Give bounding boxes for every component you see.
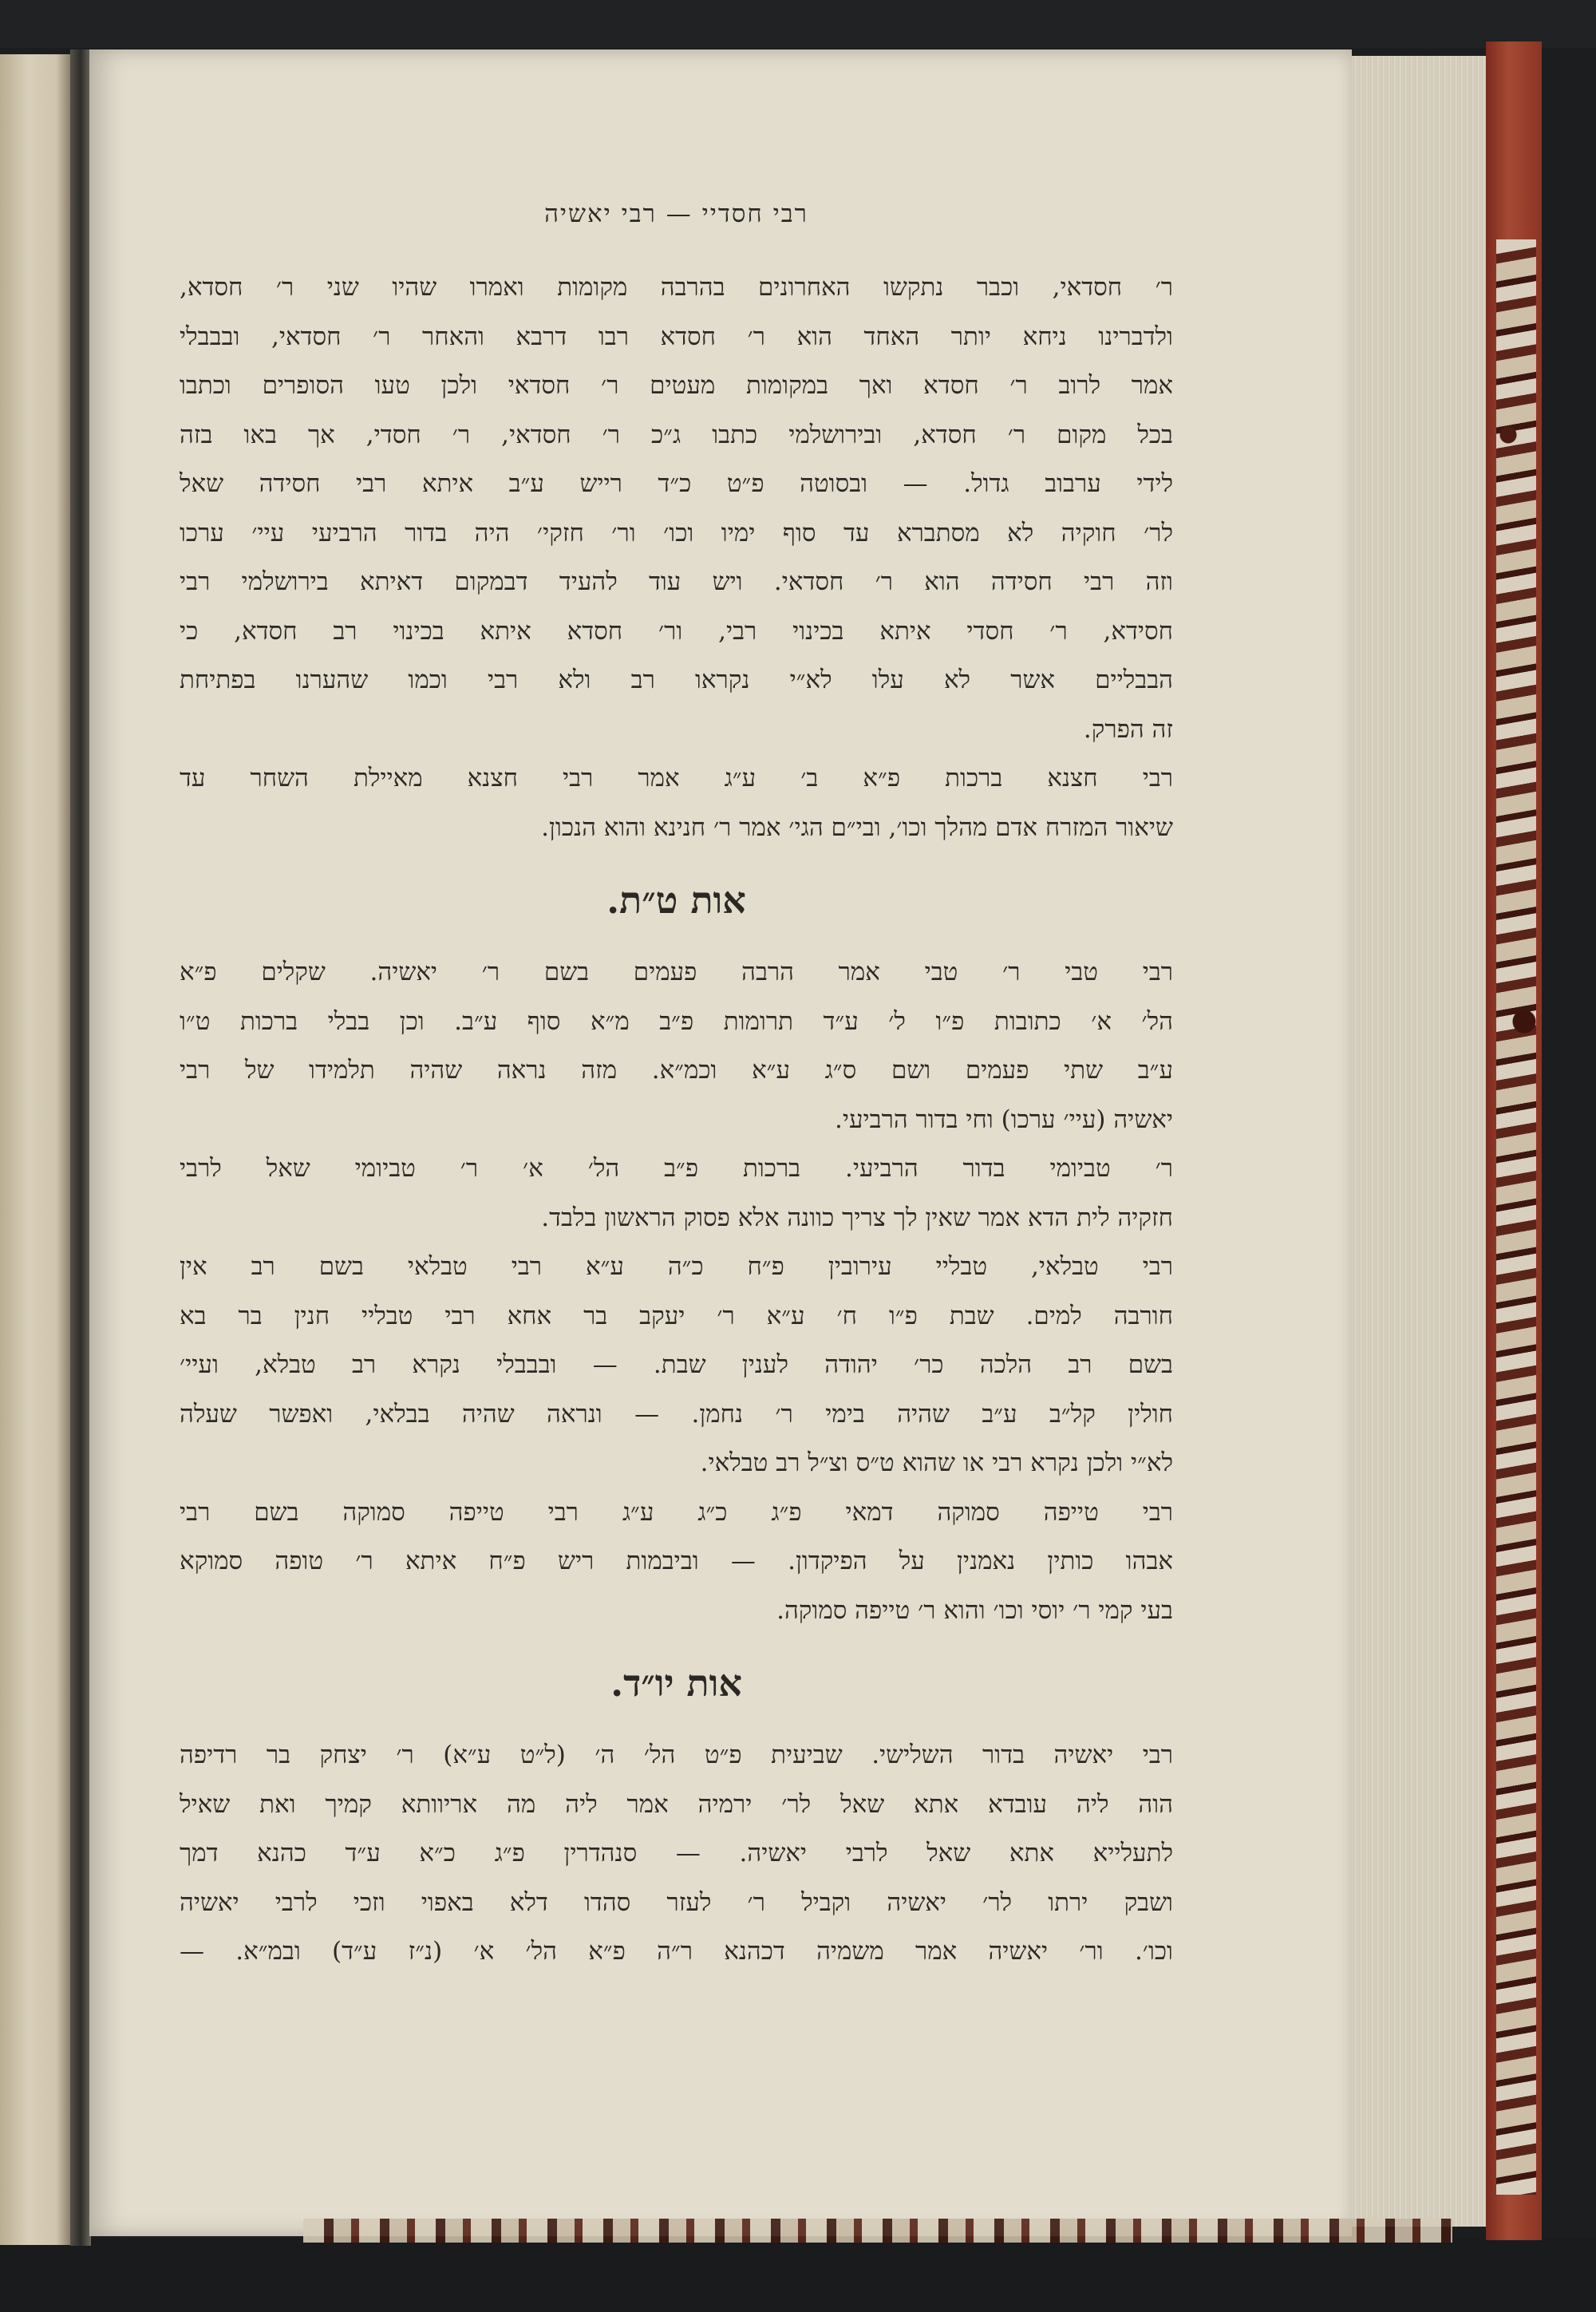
text-line: רבי יאשיה בדור השלישי. שביעית פ״ט הל׳ ה׳ (ל״ט ע״א) ר׳ יצחק בר רדיפה xyxy=(180,1741,1173,1769)
section-heading-tet: אות ט״ת. xyxy=(606,879,746,922)
text-line: ר׳ טביומי בדור הרביעי. ברכות פ״ב הל׳ א׳ ר׳ טביומי שאל לרבי xyxy=(180,1154,1173,1183)
text-line: וזה רבי חסידה הוא ר׳ חסדאי. ויש עוד להעיד דבמקום דאיתא בירושלמי רבי xyxy=(180,567,1173,596)
text-line: ולדברינו ניחא יותר האחד הוא ר׳ חסדא רבו דרבא והאחר ר׳ חסדאי, ובבבלי xyxy=(180,322,1173,351)
section-heading-yod: אות יו״ד. xyxy=(610,1662,742,1705)
text-line: בשם רב הלכה כר׳ יהודה לענין שבת. — ובבבלי נקרא רב טבלא, ועיי׳ xyxy=(180,1350,1173,1379)
text-line: שיאור המזרח אדם מהלך וכו׳, ובי״ם הגי׳ אמר ר׳ חנינא והוא הנכון. xyxy=(541,812,1173,842)
text-line: הוה ליה עובדא אתא שאל לר׳ ירמיה אמר ליה מה אריוותא קמיך ואת שאיל xyxy=(180,1789,1173,1819)
entry-yoshiya xyxy=(180,1731,1173,1977)
entry-hisdai-continued xyxy=(180,263,1173,754)
text-line: ר׳ חסדאי, וכבר נתקשו האחרונים בהרבה מקומות ואמרו שהיו שני ר׳ חסדא, xyxy=(180,273,1173,302)
text-line: חורבה למים. שבת פ״ו ח׳ ע״א ר׳ יעקב בר אחא רבי טבליי חנין בר בא xyxy=(180,1301,1173,1330)
entry-tavlai xyxy=(180,1243,1173,1488)
text-line: יאשיה (עיי׳ ערכו) וחי בדור הרביעי. xyxy=(835,1105,1173,1134)
text-line: רבי חצנא ברכות פ״א ב׳ ע״ג אמר רבי חצנא מאיילת השחר עד xyxy=(180,764,1173,792)
entry-hatzna xyxy=(180,754,1173,852)
page-block-edges xyxy=(1352,56,1486,2227)
text-line: אמר לרוב ר׳ חסדא ואך במקומות מעטים ר׳ חסדאי ולכן טעו הסופרים וכתבו xyxy=(180,371,1173,400)
text-line: ושבק ירתו לר׳ יאשיה וקביל ר׳ לעזר סהדו דלא באפוי וזכי לרבי יאשיה xyxy=(180,1887,1173,1917)
text-line: רבי טבי ר׳ טבי אמר הרבה פעמים בשם ר׳ יאשיה. שקלים פ״א xyxy=(180,958,1173,986)
text-line: לא״י ולכן נקרא רבי או שהוא ט״ס וצ״ל רב טבלאי. xyxy=(700,1448,1173,1477)
text-line: לר׳ חוקיה לא מסתברא עד סוף ימיו וכו׳ ור׳ חזקי׳ היה בדור הרביעי עיי׳ ערכו xyxy=(180,518,1173,547)
marbled-edge xyxy=(1496,239,1536,2195)
text-line: זה הפרק. xyxy=(1083,714,1173,744)
entry-taifa xyxy=(180,1488,1173,1636)
text-line: לידי ערבוב גדול. — ובסוטה פ״ט כ״ד רייש ע״ב איתא רבי חסידה שאל xyxy=(180,469,1173,498)
text-line: חולין קל״ב ע״ב שהיה בימי ר׳ נחמן. — ונראה שהיה בבלאי, ואפשר שעלה xyxy=(180,1399,1173,1429)
text-line: הבבליים אשר לא עלו לא״י נקראו רב ולא רבי וכמו שהערנו בפתיחת xyxy=(180,666,1173,694)
text-line: וכו׳. ור׳ יאשיה אמר משמיה דכהנא ר״ה פ״א הל׳ א׳ (נ״ז ע״ד) ובמ״א. — xyxy=(180,1937,1173,1966)
text-line: לתעלייא אתא שאל לרבי יאשיה. — סנהדרין פ״ג כ״א ע״ד כהנא דמך xyxy=(180,1839,1173,1867)
entry-tavi xyxy=(180,948,1173,1144)
book-cover-bottom xyxy=(0,2239,1596,2312)
text-line: אבהו כותין נאמנין על הפיקדון. — וביבמות ריש פ״ח איתא ר׳ טופה סמוקא xyxy=(180,1547,1173,1575)
facing-page-edge xyxy=(0,54,70,2245)
text-line: רבי טבלאי, טבליי עירובין פ״ח כ״ה ע״א רבי טבלאי בשם רב אין xyxy=(180,1252,1173,1281)
text-line: רבי טייפה סמוקה דמאי פ״ג כ״ג ע״ג רבי טייפה סמוקה בשם רבי xyxy=(180,1497,1173,1527)
text-line: בעי קמי ר׳ יוסי וכו׳ והוא ר׳ טייפה סמוקה. xyxy=(776,1595,1173,1625)
text-line: חזקיה לית הדא אמר שאין לך צריך כוונה אלא פסוק הראשון בלבד. xyxy=(541,1203,1173,1232)
entry-taviomi xyxy=(180,1144,1173,1243)
marbled-bottom-edge xyxy=(303,2219,1452,2243)
book-cover-top xyxy=(0,0,1596,48)
text-line: בכל מקום ר׳ חסדא, ובירושלמי כתבו ג״כ ר׳ חסדאי, ר׳ חסדי, אך באו בזה xyxy=(180,420,1173,449)
running-head: רבי חסדיי — רבי יאשיה xyxy=(544,200,808,228)
text-line: ע״ב שתי פעמים ושם ס״ג ע״א וכמ״א. מזה נראה שהיה תלמידו של רבי xyxy=(180,1056,1173,1085)
page-text xyxy=(180,263,1173,1977)
book-gutter xyxy=(70,49,91,2246)
text-line: חסידא, ר׳ חסדי איתא בכינוי רבי, ור׳ חסדא איתא בכינוי רב חסדא, כי xyxy=(180,616,1173,646)
text-line: הל׳ א׳ כתובות פ״ו ל׳ ע״ד תרומות פ״ב מ״א סוף ע״ב. וכן בבלי ברכות ט״ו xyxy=(180,1006,1173,1036)
